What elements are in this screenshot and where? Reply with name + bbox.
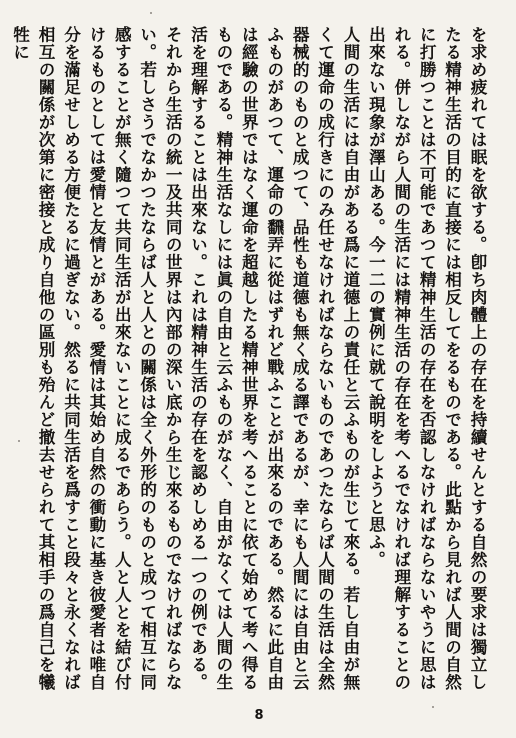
paragraph-3: それから生活の統一及共同の世界は內部の深い底から生じ來るものでなければならない。若しさうでなかつたならば人と人との關係は全く外形的のものと成つて相互に同感することが無く隨つて共同生活が出來ないことに成るであらう。人と人とを結び付けるものとしては愛情と友情とがある。愛情は其始め自然の衝動に基き彼愛者は唯自分を滿足せしめる方便たるに過ぎない。然るに共同生活を爲すこと段々と永くなれば相互の關係が次第に密接と成り自他の區別も殆んど撤去せられて其相手の爲自己を犧牲に xyxy=(10,26,184,691)
vertical-text-body xyxy=(10,26,490,708)
page-number: 8 xyxy=(254,708,264,723)
scan-speck xyxy=(432,706,434,708)
paragraph-2: 人間の生活には自由がある爲に道德上の責任と云ふものが生じて來る。若し自由が無くて運命の成行きにのみ任せなければならないものであつたならば人間の生活は全然器械的のものと成つて、品性も道德も無く成る譯であるが、幸にも人間には自由と云ふものがあつて、運命の飜弄に從はずれど戰ふことが出來るのである。然るに此自由は經驗の世界ではなく運命を超越したる精神世界を考へることに依て始めて考へ得るものである。精神生活なしには眞の自由と云ふものがなく、自由がなくては人間の生活を理解することは出來ない。これは精神生活の存在を認めしめる一つの例である。 xyxy=(188,26,361,691)
paragraph-1: を求め疲れては眠を欲する。卽ち肉體上の存在を持續せんとする自然の要求は獨立したる精神生活の目的に直接には相反してをるものである。此點から見れば人間の自然に打勝つことは不可能であつて精神生活の存在を否認しなければならないやうに思はれる。併しながら人間の生活には精神生活の存在を考へるでなければ理解することの出來ない現象が澤山ある。今一二の實例に就て說明をしようと思ふ。 xyxy=(366,26,488,691)
scan-speck xyxy=(150,12,152,14)
scan-speck xyxy=(18,440,20,442)
